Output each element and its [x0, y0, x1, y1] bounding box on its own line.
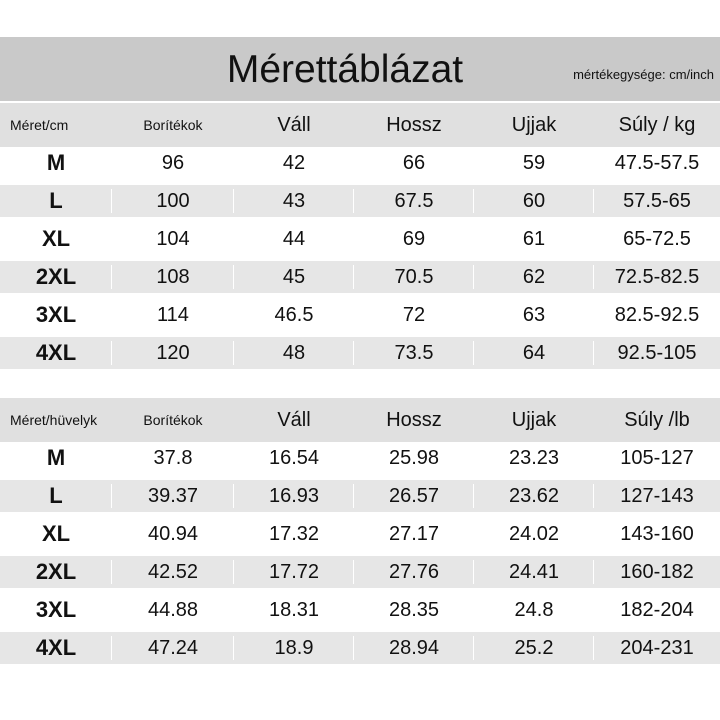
size-label: 4XL: [0, 632, 112, 664]
table-cell: 143-160: [620, 522, 694, 545]
table-cell: 96: [112, 147, 234, 179]
table-row: [0, 223, 720, 255]
table-cell: 37.8: [112, 442, 234, 474]
table-cell: 17.32: [234, 518, 354, 550]
table-cell: 23.23: [474, 442, 594, 474]
table-cell: 61: [474, 223, 594, 255]
size-label: M: [0, 147, 112, 179]
table-cell: 64: [474, 337, 594, 369]
table-cell: 72: [354, 299, 474, 331]
size-label: M: [0, 442, 112, 474]
page-title: Mérettáblázat: [226, 48, 464, 91]
table-cell: 44: [234, 223, 354, 255]
table-row: [0, 442, 720, 474]
table-cell: 92.5-105: [617, 341, 697, 364]
table-1-header: [0, 103, 720, 147]
size-label: 2XL: [0, 261, 112, 293]
table-cell: 82.5-92.5: [614, 303, 700, 326]
table-row: [0, 632, 720, 664]
table-cell: 204-231: [620, 636, 694, 659]
table-cell: 48: [234, 337, 354, 369]
table-row: [0, 594, 720, 626]
size-label: L: [0, 480, 112, 512]
table-cell: 45: [234, 261, 354, 293]
table-cell: 120: [112, 337, 234, 369]
table-row: [0, 556, 720, 588]
table-cell: 59: [474, 147, 594, 179]
table-cell: 16.93: [234, 480, 354, 512]
table-cell: 24.8: [474, 594, 594, 626]
table-cell: 69: [354, 223, 474, 255]
table-row: [0, 337, 720, 369]
size-label: 3XL: [0, 299, 112, 331]
size-label: L: [0, 185, 112, 217]
table-row: [0, 147, 720, 179]
table-cell: 67.5: [354, 185, 474, 217]
column-header: Méret/cm: [10, 117, 69, 133]
size-label: 2XL: [0, 556, 112, 588]
table-2-header: [0, 398, 720, 442]
size-label: XL: [0, 223, 112, 255]
table-cell: 25.98: [354, 442, 474, 474]
column-header: Méret/hüvelyk: [10, 412, 98, 428]
table-cell: 65-72.5: [623, 227, 691, 250]
column-header: Váll: [277, 408, 311, 431]
column-header: Hossz: [386, 113, 442, 136]
table-cell: 16.54: [234, 442, 354, 474]
table-cell: 104: [112, 223, 234, 255]
table-cell: 44.88: [112, 594, 234, 626]
table-cell: 70.5: [354, 261, 474, 293]
table-cell: 47.5-57.5: [614, 151, 700, 174]
table-cell: 63: [474, 299, 594, 331]
table-cell: 114: [112, 299, 234, 331]
table-cell: 28.35: [354, 594, 474, 626]
table-row: [0, 480, 720, 512]
table-cell: 43: [234, 185, 354, 217]
table-row: [0, 185, 720, 217]
table-cell: 17.72: [234, 556, 354, 588]
column-header: Borítékok: [143, 117, 203, 133]
table-cell: 47.24: [112, 632, 234, 664]
table-cell: 46.5: [234, 299, 354, 331]
table-cell: 100: [112, 185, 234, 217]
table-cell: 73.5: [354, 337, 474, 369]
table-row: [0, 299, 720, 331]
table-cell: 24.41: [474, 556, 594, 588]
table-cell: 25.2: [474, 632, 594, 664]
table-cell: 40.94: [112, 518, 234, 550]
table-cell: 42.52: [112, 556, 234, 588]
table-cell: 72.5-82.5: [614, 265, 700, 288]
table-cell: 60: [474, 185, 594, 217]
column-header: Borítékok: [143, 412, 203, 428]
table-cell: 18.31: [234, 594, 354, 626]
title-bar: [0, 37, 720, 101]
table-cell: 105-127: [620, 446, 694, 469]
column-header: Ujjak: [511, 408, 557, 431]
table-cell: 42: [234, 147, 354, 179]
column-header: Hossz: [386, 408, 442, 431]
table-row: [0, 261, 720, 293]
table-cell: 39.37: [112, 480, 234, 512]
table-cell: 24.02: [474, 518, 594, 550]
table-cell: 23.62: [474, 480, 594, 512]
table-row: [0, 518, 720, 550]
table-cell: 127-143: [620, 484, 694, 507]
table-cell: 28.94: [354, 632, 474, 664]
table-cell: 57.5-65: [623, 189, 691, 212]
table-cell: 62: [474, 261, 594, 293]
column-header: Váll: [277, 113, 311, 136]
column-header: Ujjak: [511, 113, 557, 136]
column-header: Súly /lb: [624, 408, 690, 431]
table-cell: 108: [112, 261, 234, 293]
unit-note: mértékegysége: cm/inch: [573, 67, 714, 82]
table-cell: 26.57: [354, 480, 474, 512]
column-header: Súly / kg: [618, 113, 696, 136]
size-label: XL: [0, 518, 112, 550]
table-cell: 160-182: [620, 560, 694, 583]
table-cell: 66: [354, 147, 474, 179]
table-cell: 182-204: [620, 598, 694, 621]
table-cell: 27.76: [354, 556, 474, 588]
size-label: 4XL: [0, 337, 112, 369]
table-cell: 27.17: [354, 518, 474, 550]
table-cell: 18.9: [234, 632, 354, 664]
size-label: 3XL: [0, 594, 112, 626]
